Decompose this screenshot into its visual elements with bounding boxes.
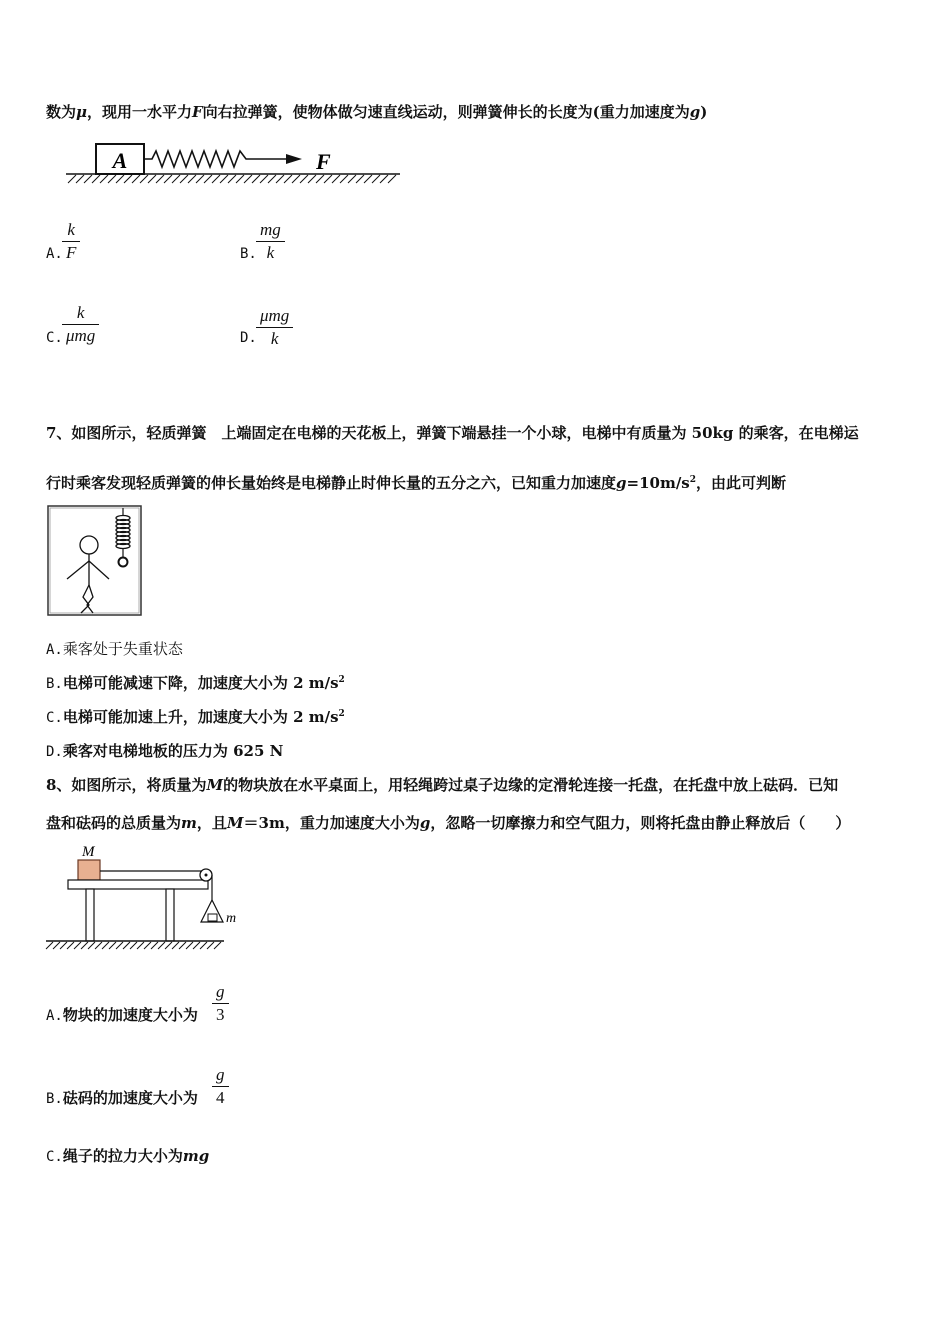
- q6-option-d[interactable]: D.: [240, 330, 257, 346]
- q7-option-d[interactable]: D.乘客对电梯地板的压力为 625 N: [46, 742, 284, 760]
- q7-stem-line2: 行时乘客发现轻质弹簧的伸长量始终是电梯静止时伸长量的五分之六，已知重力加速度$g=10m/s^2$，由此可判断: [46, 474, 787, 492]
- q7-option-b[interactable]: B.电梯可能减速下降，加速度大小为 2 $m/s^2$: [46, 674, 345, 692]
- q7-stem-line1: 7、如图所示，轻质弹簧 上端固定在电梯的天花板上，弹簧下端悬挂一个小球，电梯中有质量为 50kg 的乘客，在电梯运: [46, 424, 859, 442]
- q7-option-a[interactable]: A.乘客处于失重状态: [46, 640, 183, 658]
- q8-option-b[interactable]: B.砝码的加速度大小为: [46, 1089, 198, 1107]
- block-a-label: A: [112, 148, 128, 173]
- q7-figure-elevator: [47, 505, 143, 617]
- q6-option-a-fraction: k F: [62, 219, 80, 264]
- q8-option-a[interactable]: A.物块的加速度大小为: [46, 1006, 198, 1024]
- q8-figure-table-pulley: [44, 842, 254, 952]
- q7-option-c[interactable]: C.电梯可能加速上升，加速度大小为 2 $m/s^2$: [46, 708, 345, 726]
- q6-option-d-fraction: μmg k: [256, 305, 293, 350]
- q6-option-b[interactable]: B.: [240, 246, 257, 262]
- force-f-label: F: [316, 149, 331, 174]
- q8-option-b-fraction: g 4: [212, 1064, 229, 1109]
- pan-m-label: m: [226, 911, 237, 926]
- q8-stem-line1: 8、如图所示，将质量为M的物块放在水平桌面上，用轻绳跨过桌子边缘的定滑轮连接一托盘，在托盘中放上砝码．已知: [46, 776, 839, 794]
- q6-figure-spring-block: [60, 140, 420, 190]
- q6-stem: 数为μ，现用一水平力F向右拉弹簧，使物体做匀速直线运动，则弹簧伸长的长度为(重力加速度为g): [46, 103, 708, 121]
- q8-option-c[interactable]: C.绳子的拉力大小为mg: [46, 1147, 210, 1165]
- q6-option-a[interactable]: A.: [46, 246, 63, 262]
- q8-option-a-fraction: g 3: [212, 981, 229, 1026]
- block-m-label: M: [82, 844, 95, 860]
- q6-option-c-fraction: k μmg: [62, 302, 99, 347]
- q6-option-b-fraction: mg k: [256, 219, 285, 264]
- q6-option-c[interactable]: C.: [46, 330, 63, 346]
- q8-stem-line2: 盘和砝码的总质量为m，且M＝3m，重力加速度大小为g，忽略一切摩擦力和空气阻力，则将托盘由静止释放后（ ）: [46, 814, 851, 832]
- ground-hatch: [68, 175, 396, 183]
